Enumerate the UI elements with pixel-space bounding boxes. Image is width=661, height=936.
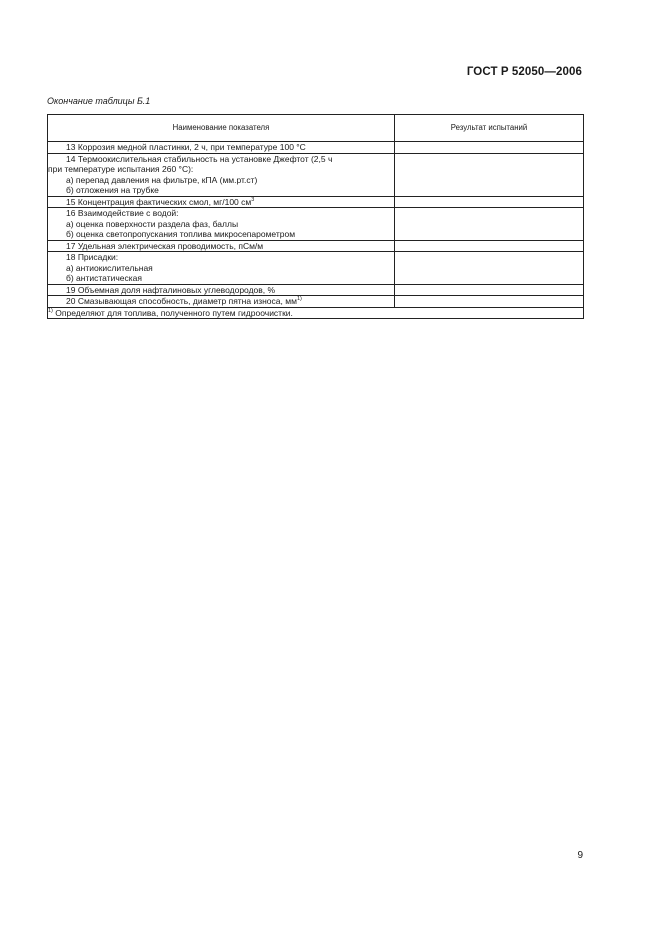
table-row	[48, 252, 584, 285]
table-row	[48, 208, 584, 241]
footnote-row	[48, 307, 584, 319]
row-14-line-2: при температуре испытания 260 °С):	[48, 164, 194, 174]
indicator-cell	[48, 296, 395, 308]
row-14-line-1: 14 Термоокислительная стабильность на установке Джефтот (2,5 ч	[66, 153, 333, 164]
result-cell	[395, 208, 584, 241]
footnote-mark: 1)	[48, 307, 53, 314]
row-20-line-1	[48, 296, 394, 307]
indicator-cell	[48, 240, 395, 252]
row-18-line-1: 18 Присадки:	[66, 252, 119, 262]
result-cell	[395, 142, 584, 154]
column-header-result: Результат испытаний	[395, 115, 584, 142]
row-15-text: 15 Концентрация фактических смол, мг/100 см	[66, 196, 252, 207]
row-14-line-4: б) отложения на трубке	[66, 185, 159, 195]
table-header-row	[48, 115, 584, 142]
result-cell	[395, 284, 584, 296]
result-cell	[395, 252, 584, 285]
result-cell	[395, 196, 584, 208]
table-row	[48, 142, 584, 154]
row-15-line-1	[48, 197, 394, 208]
row-16-line-1: 16 Взаимодействие с водой:	[66, 208, 179, 218]
footnote-text: Определяют для топлива, полученного путем гидроочистки.	[55, 307, 293, 318]
result-cell	[395, 240, 584, 252]
page-number: 9	[577, 850, 583, 861]
footnote-cell	[48, 307, 584, 319]
table-row	[48, 196, 584, 208]
row-13-line-1: 13 Коррозия медной пластинки, 2 ч, при температуре 100 °С	[66, 142, 306, 152]
row-16-line-2: а) оценка поверхности раздела фаз, баллы	[66, 218, 239, 229]
standard-designation: ГОСТ Р 52050—2006	[466, 66, 582, 78]
table-caption: Окончание таблицы Б.1	[47, 96, 151, 106]
table-row	[48, 153, 584, 196]
row-14-line-3: а) перепад давления на фильтре, кПА (мм.рт.ст)	[66, 174, 258, 185]
table-row	[48, 296, 584, 308]
row-19-line-1: 19 Объемная доля нафталиновых углеводородов, %	[66, 284, 276, 295]
indicator-cell	[48, 153, 395, 196]
row-17-line-1: 17 Удельная электрическая проводимость, пСм/м	[66, 240, 264, 251]
indicator-cell	[48, 142, 395, 154]
indicator-cell	[48, 208, 395, 241]
row-18-line-2: а) антиокислительная	[66, 262, 153, 273]
indicator-cell	[48, 284, 395, 296]
row-16-line-3: б) оценка светопропускания топлива микросепарометром	[66, 229, 296, 239]
column-header-indicator: Наименование показателя	[48, 115, 395, 142]
table-row	[48, 284, 584, 296]
superscript-3: 3	[251, 196, 255, 203]
result-cell	[395, 296, 584, 308]
table-row	[48, 240, 584, 252]
indicator-cell	[48, 196, 395, 208]
results-table	[47, 114, 584, 319]
indicator-cell	[48, 252, 395, 285]
result-cell	[395, 153, 584, 196]
footnote-ref: 1)	[296, 296, 302, 302]
row-20-text: 20 Смазывающая способность, диаметр пятна износа, мм	[66, 296, 297, 306]
row-18-line-3: б) антистатическая	[66, 273, 142, 283]
